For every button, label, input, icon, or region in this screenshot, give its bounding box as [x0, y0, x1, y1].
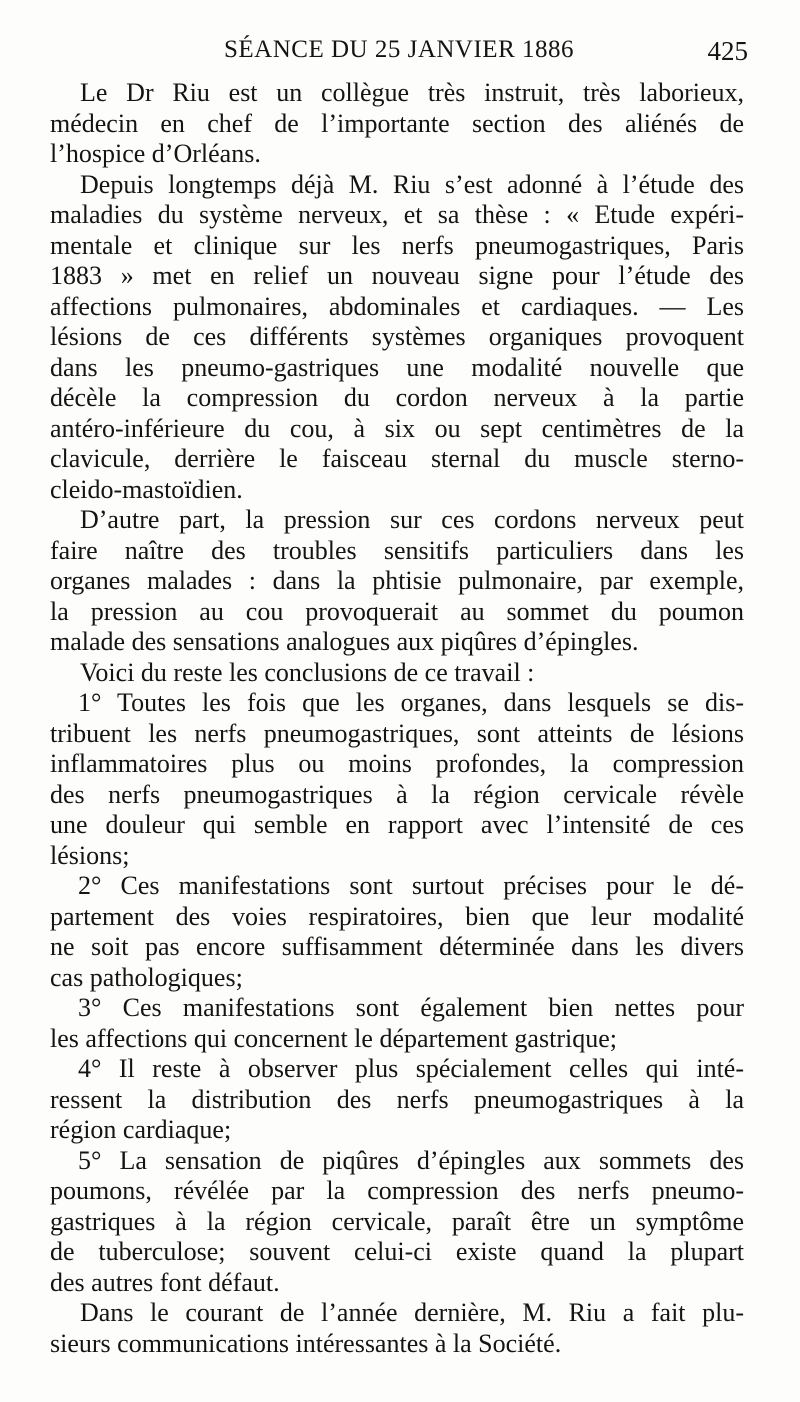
- text-line: affections pulmonaires, abdominales et cardiaques. — Les: [50, 291, 744, 321]
- text-line: ressent la distribution des nerfs pneumogastriques à la: [50, 1084, 744, 1114]
- text-line: Le Dr Riu est un collègue très instruit, très laborieux,: [80, 78, 744, 107]
- text-line: malade des sensations analogues aux piqûres d’épingles.: [50, 627, 639, 656]
- text-line: une douleur qui semble en rapport avec l’intensité de ces: [50, 810, 744, 839]
- text-line: les affections qui concernent le département gastrique;: [50, 1023, 617, 1053]
- text-line: l’hospice d’Orléans.: [50, 139, 261, 168]
- text-line: de tuberculose; souvent celui-ci existe quand la plupart: [50, 1237, 744, 1266]
- body-text: [50, 78, 744, 1359]
- text-line: tribuent les nerfs pneumogastriques, sont atteints de lésions: [50, 718, 744, 748]
- text-line: inflammatoires plus ou moins profondes, la compression: [50, 749, 744, 778]
- text-line: maladies du système nerveux, et sa thèse : « Etude expéri-: [50, 200, 744, 229]
- text-line: Dans le courant de l’année dernière, M. Riu a fait plu-: [80, 1298, 744, 1327]
- text-line: décèle la compression du cordon nerveux à la partie: [50, 383, 744, 412]
- running-head-title: SÉANCE DU 25 JANVIER 1886: [224, 36, 574, 63]
- text-line: 5° La sensation de piqûres d’épingles aux sommets des: [78, 1145, 744, 1175]
- text-line: des autres font défaut.: [50, 1267, 280, 1297]
- page-number: 425: [707, 36, 748, 66]
- text-line: faire naître des troubles sensitifs particuliers dans les: [50, 535, 744, 565]
- text-line: Depuis longtemps déjà M. Riu s’est adonné à l’étude des: [80, 169, 744, 199]
- text-line: lésions de ces différents systèmes organiques provoquent: [50, 322, 744, 351]
- text-line: la pression au cou provoquerait au sommet du poumon: [50, 596, 744, 626]
- text-line: D’autre part, la pression sur ces cordons nerveux peut: [80, 505, 744, 534]
- text-line: 1° Toutes les fois que les organes, dans lesquels se dis-: [78, 688, 744, 717]
- text-line: organes malades : dans la phtisie pulmonaire, par exemple,: [50, 566, 744, 595]
- text-line: poumons, révélée par la compression des nerfs pneumo-: [50, 1176, 744, 1205]
- text-line: sieurs communications intéressantes à la Société.: [50, 1328, 562, 1358]
- text-line: dans les pneumo-gastriques une modalité nouvelle que: [50, 352, 744, 382]
- text-line: 4° Il reste à observer plus spécialement celles qui inté-: [78, 1054, 744, 1083]
- text-line: 3° Ces manifestations sont également bien nettes pour: [78, 993, 744, 1022]
- text-line: clavicule, derrière le faisceau sternal du muscle sterno-: [50, 444, 744, 473]
- text-line: Voici du reste les conclusions de ce travail :: [80, 657, 535, 687]
- text-line: médecin en chef de l’importante section des aliénés de: [50, 108, 744, 138]
- text-line: ne soit pas encore suffisamment déterminée dans les divers: [50, 932, 744, 961]
- text-line: lésions;: [50, 840, 130, 870]
- text-line: partement des voies respiratoires, bien que leur modalité: [50, 901, 744, 931]
- text-line: 2° Ces manifestations sont surtout précises pour le dé-: [78, 871, 744, 900]
- text-line: 1883 » met en relief un nouveau signe pour l’étude des: [50, 261, 744, 290]
- running-header: [50, 36, 748, 70]
- text-line: mentale et clinique sur les nerfs pneumogastriques, Paris: [50, 230, 744, 260]
- text-line: cleido-mastoïdien.: [50, 474, 243, 504]
- text-line: région cardiaque;: [50, 1115, 232, 1144]
- text-line: gastriques à la région cervicale, paraît être un symptôme: [50, 1206, 744, 1236]
- text-line: antéro-inférieure du cou, à six ou sept centimètres de la: [50, 413, 744, 443]
- text-line: des nerfs pneumogastriques à la région cervicale révèle: [50, 779, 744, 809]
- text-line: cas pathologiques;: [50, 962, 243, 992]
